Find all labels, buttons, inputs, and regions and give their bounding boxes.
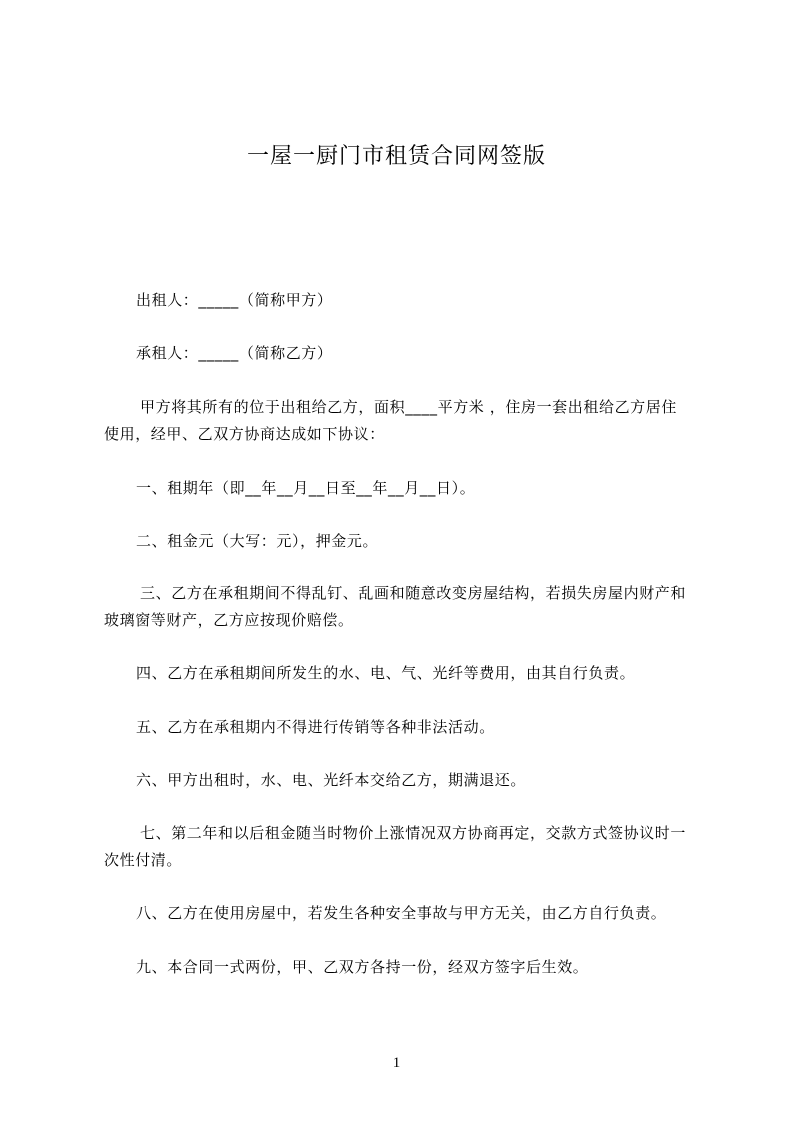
paragraph-lessor [104,287,704,314]
line: 出租人：_____（简称甲方） [136,291,333,309]
paragraph-intro [104,394,704,448]
page-number: 1 [392,1055,401,1071]
document-title: 一屋一厨门市租赁合同网签版 [246,144,546,169]
clause-6 [104,767,704,794]
line: 八、乙方在使用房屋中，若发生各种安全事故与甲方无关，由乙方自行负责。 [136,904,667,922]
clause-7 [104,820,704,874]
line: 次性付清。 [104,851,183,869]
clause-2 [104,528,704,555]
paragraph-lessee [104,340,704,367]
line: 承租人：_____（简称乙方） [136,344,333,362]
line: 五、乙方在承租期内不得进行传销等各种非法活动。 [136,718,495,736]
line: 九、本合同一式两份，甲、乙双方各持一份，经双方签字后生效。 [136,958,589,976]
line: 玻璃窗等财产，乙方应按现价赔偿。 [104,611,354,629]
clause-5 [104,714,704,741]
clause-1 [104,475,704,502]
line: 七、第二年和以后租金随当时物价上涨情况双方协商再定，交款方式签协议时一 [140,824,687,842]
line: 甲方将其所有的位于出租给乙方，面积____平方米 ，住房一套出租给乙方居住 [140,398,677,416]
line: 二、租金元（大写：元），押金元。 [136,532,379,550]
clause-9 [104,954,704,981]
line: 六、甲方出租时，水、电、光纤本交给乙方，期满退还。 [136,771,527,789]
line: 使用，经甲、乙双方协商达成如下协议： [104,425,385,443]
line: 一、租期年（即__年__月__日至__年__月__日）。 [136,479,476,497]
clause-8 [104,900,704,927]
line: 四、乙方在承租期间所发生的水、电、气、光纤等费用，由其自行负责。 [136,664,636,682]
line: 三、乙方在承租期间不得乱钉、乱画和随意改变房屋结构，若损失房屋内财产和 [140,584,687,602]
clause-4 [104,660,704,687]
clause-3 [104,580,704,634]
